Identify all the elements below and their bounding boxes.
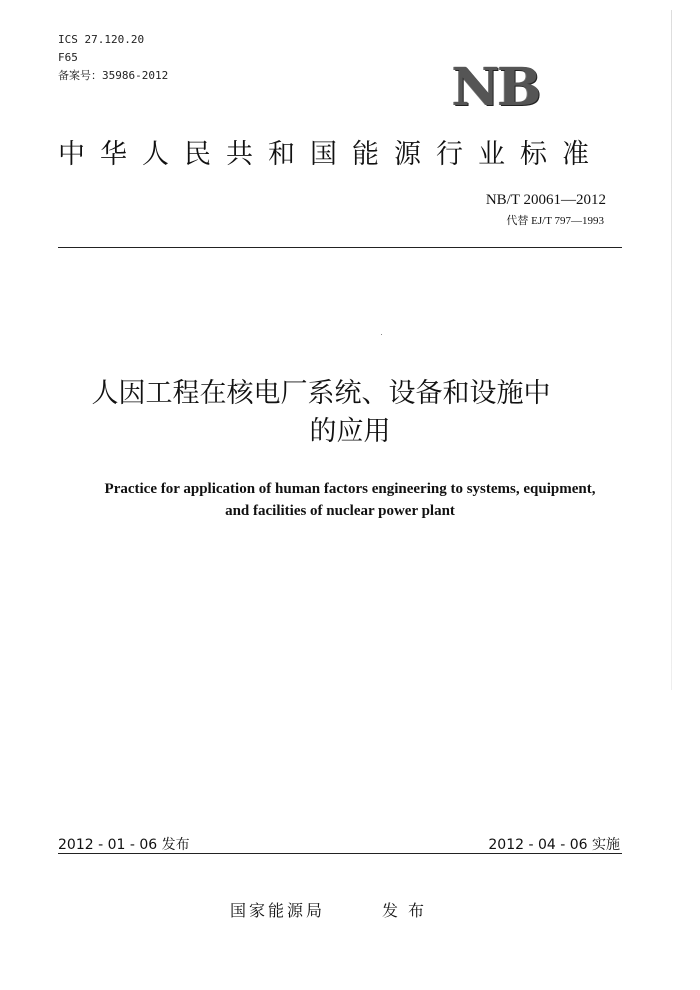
classification-code: F65 — [58, 51, 78, 64]
document-metadata — [58, 31, 168, 85]
scan-edge-shadow — [671, 10, 672, 690]
industry-standard-title: 中华人民共和国能源行业标准 — [58, 139, 604, 170]
chinese-title — [0, 375, 700, 451]
bottom-divider — [58, 853, 622, 854]
english-title — [0, 478, 700, 522]
record-number: 备案号：35986-2012 — [58, 69, 169, 82]
english-title-line-1: Practice for application of human factors engineering to systems, equipment, — [104, 481, 596, 497]
nb-logo: NB — [452, 57, 540, 118]
scan-speck — [381, 334, 382, 335]
english-title-line-2: and facilities of nuclear power plant — [225, 503, 455, 519]
chinese-title-line-2: 的应用 — [309, 416, 391, 447]
standard-number: NB/T 20061—2012 — [485, 192, 606, 208]
implementation-date: 2012 - 04 - 06 实施 — [488, 837, 620, 853]
publish-date: 2012 - 01 - 06 发布 — [58, 837, 190, 853]
issuing-authority: 国家能源局 — [230, 901, 326, 920]
replaces-standard: 代替 EJ/T 797—1993 — [506, 215, 604, 227]
issue-label: 发布 — [382, 901, 435, 920]
top-divider — [58, 247, 622, 248]
chinese-title-line-1: 人因工程在核电厂系统、设备和设施中 — [91, 378, 551, 409]
ics-code: ICS 27.120.20 — [58, 33, 145, 46]
